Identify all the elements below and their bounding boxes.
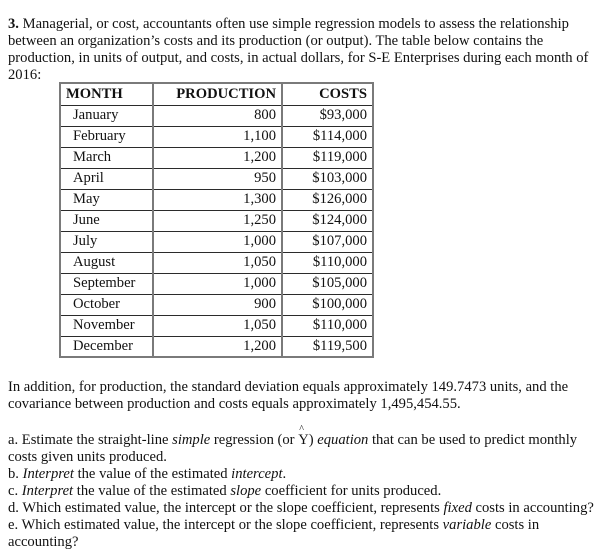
table-row: [60, 294, 373, 315]
cell-costs: $124,000: [282, 210, 373, 231]
table-row: [60, 210, 373, 231]
emphasis-equation: equation: [317, 432, 369, 448]
cell-production: 1,200: [153, 336, 282, 357]
header-production: PRODUCTION: [153, 83, 282, 105]
question-c-text: the value of the estimated: [73, 483, 231, 499]
cell-costs: $110,000: [282, 252, 373, 273]
cell-production: 800: [153, 105, 282, 126]
emphasis-interpret: Interpret: [22, 466, 74, 482]
question-a-text: ): [308, 432, 318, 448]
cell-production: 1,300: [153, 189, 282, 210]
emphasis-simple: simple: [172, 432, 211, 448]
cell-costs: $103,000: [282, 168, 373, 189]
question-a-text: regression (or: [210, 432, 299, 448]
cell-production: 1,050: [153, 315, 282, 336]
emphasis-intercept: intercept: [231, 466, 283, 482]
cell-costs: $107,000: [282, 231, 373, 252]
emphasis-fixed: fixed: [443, 500, 472, 516]
cell-month: November: [60, 315, 153, 336]
question-e: [8, 517, 602, 551]
cell-month: May: [60, 189, 153, 210]
cell-production: 1,000: [153, 231, 282, 252]
cell-production: 1,000: [153, 273, 282, 294]
question-c-text: coefficient for units produced.: [261, 483, 442, 499]
y-letter: Y: [298, 432, 309, 448]
cell-costs: $126,000: [282, 189, 373, 210]
cell-costs: $119,000: [282, 147, 373, 168]
header-costs: COSTS: [282, 83, 373, 105]
question-a-text: a. Estimate the straight-line: [8, 432, 173, 448]
cell-month: October: [60, 294, 153, 315]
question-d-text: d. Which estimated value, the intercept or the slope coefficient, represents: [8, 500, 444, 516]
question-b-text: the value of the estimated: [73, 466, 232, 482]
emphasis-interpret: Interpret: [21, 483, 74, 499]
cell-costs: $119,500: [282, 336, 373, 357]
table-row: [60, 273, 373, 294]
question-d-text: costs in accounting?: [471, 500, 594, 516]
table-row: [60, 252, 373, 273]
question-b: [8, 466, 602, 483]
question-b-text: .: [282, 466, 287, 482]
emphasis-variable: variable: [442, 517, 492, 533]
question-a-text: that can be used to predict monthly costs given units produced.: [8, 432, 578, 465]
cell-month: April: [60, 168, 153, 189]
question-a: [8, 424, 602, 466]
cell-month: March: [60, 147, 153, 168]
statistics-paragraph: In addition, for production, the standard deviation equals approximately 149.7473 units, and the covariance between production and costs equals approximately 1,495,454.55.: [8, 379, 569, 412]
table-row: [60, 315, 373, 336]
cell-production: 950: [153, 168, 282, 189]
table-row: [60, 231, 373, 252]
hat-accent: ^: [299, 424, 304, 435]
header-month: MONTH: [60, 83, 153, 105]
cell-month: February: [60, 126, 153, 147]
question-c: [8, 483, 602, 500]
table-row: [60, 168, 373, 189]
question-e-text: costs in accounting?: [8, 517, 540, 550]
cell-production: 1,200: [153, 147, 282, 168]
question-e-text: e. Which estimated value, the intercept or the slope coefficient, represents: [8, 517, 443, 533]
cell-month: July: [60, 231, 153, 252]
cell-costs: $110,000: [282, 315, 373, 336]
cell-month: June: [60, 210, 153, 231]
table-row: [60, 147, 373, 168]
cell-costs: $100,000: [282, 294, 373, 315]
cell-costs: $105,000: [282, 273, 373, 294]
cell-month: January: [60, 105, 153, 126]
table-header-row: [60, 83, 373, 105]
intro-text: Managerial, or cost, accountants often use simple regression models to assess the relationship between an organization’s costs and its production (or output). The table below contains the production, in units of output, and costs, in actual dollars, for S-E Enterprises during each month of 2016:: [8, 16, 589, 83]
production-costs-table: [59, 82, 374, 358]
table-row: [60, 189, 373, 210]
y-hat-symbol: [298, 424, 309, 449]
table-row: [60, 336, 373, 357]
cell-production: 900: [153, 294, 282, 315]
question-list: [8, 424, 602, 551]
question-d: [8, 500, 602, 517]
cell-production: 1,100: [153, 126, 282, 147]
cell-month: December: [60, 336, 153, 357]
table-body: [60, 105, 373, 357]
cell-costs: $93,000: [282, 105, 373, 126]
cell-costs: $114,000: [282, 126, 373, 147]
cell-production: 1,250: [153, 210, 282, 231]
question-b-text: b.: [8, 466, 23, 482]
cell-month: August: [60, 252, 153, 273]
emphasis-slope: slope: [230, 483, 262, 499]
table-row: [60, 105, 373, 126]
cell-production: 1,050: [153, 252, 282, 273]
question-number: 3.: [8, 16, 19, 32]
table-row: [60, 126, 373, 147]
question-c-text: c.: [8, 483, 22, 499]
cell-month: September: [60, 273, 153, 294]
problem-intro: [8, 16, 600, 84]
